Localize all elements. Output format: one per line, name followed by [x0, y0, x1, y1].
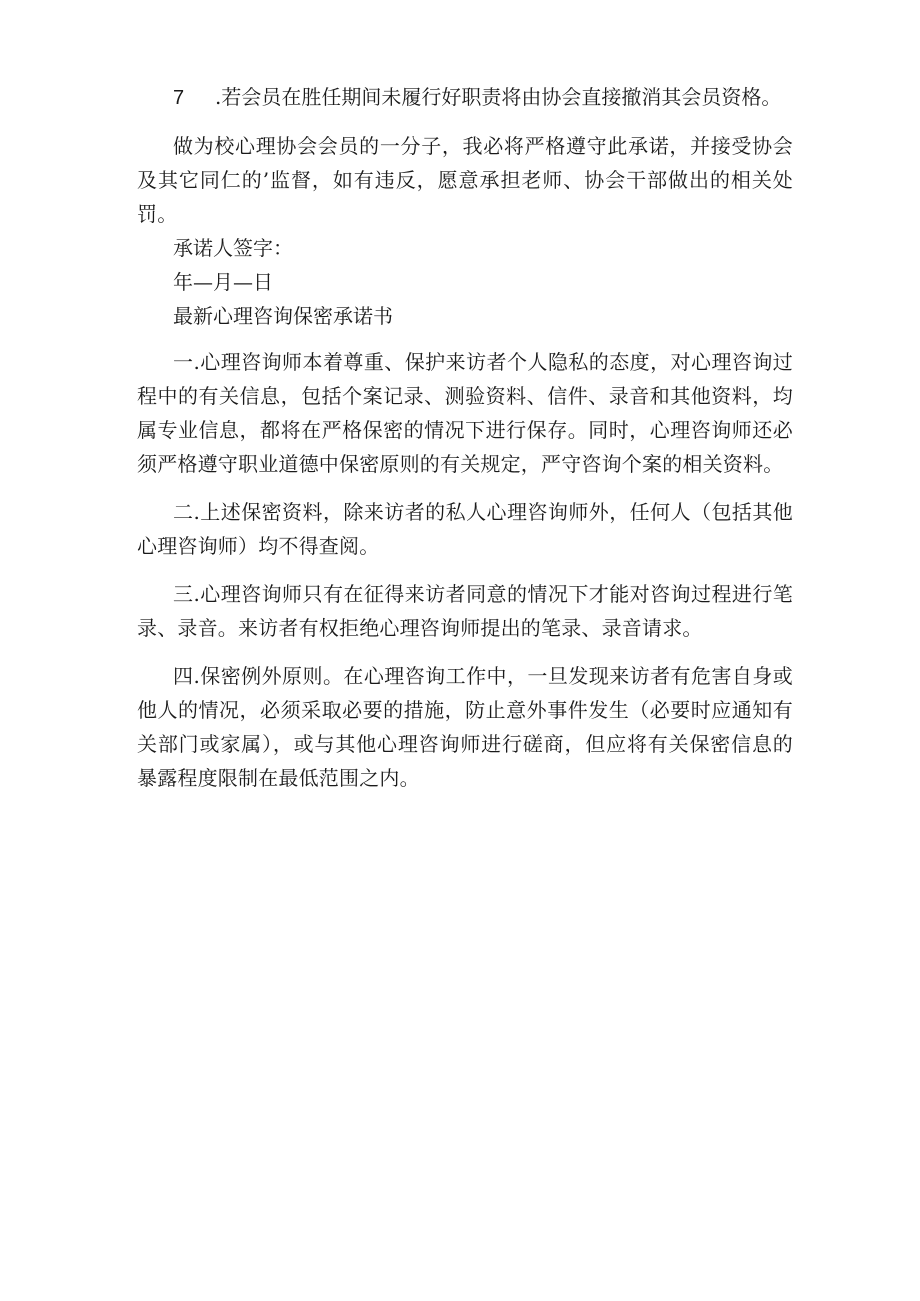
section-title: 最新心理咨询保密承诺书: [173, 304, 393, 328]
clause-4: 四.保密例外原则。在心理咨询工作中，一旦发现来访者有危害自身或他人的情况，必须采取必要的措施，防止意外事件发生（必要时应通知有关部门或家属），或与其他心理咨询师进行磋商，但应将有关保密信息的暴露程度限制在最低范围之内。: [137, 664, 793, 790]
clause-3: 三.心理咨询师只有在征得来访者同意的情况下才能对咨询过程进行笔录、录音。来访者有权拒绝心理咨询师提出的笔录、录音请求。: [137, 582, 793, 640]
clause-1: 一.心理咨询师本着尊重、保护来访者个人隐私的态度，对心理咨询过程中的有关信息，包括个案记录、测验资料、信件、录音和其他资料，均属专业信息，都将在严格保密的情况下进行保存。同时，心理咨询师还必须严格遵守职业道德中保密原则的有关规定，严守咨询个案的相关资料。: [137, 350, 793, 476]
clause-2: 二.上述保密资料，除来访者的私人心理咨询师外，任何人（包括其他心理咨询师）均不得查阅。: [137, 500, 793, 558]
signature-label: 承诺人签字：: [173, 236, 293, 260]
date-line: 年—月—日: [173, 270, 273, 294]
numbered-item-7: [137, 80, 793, 115]
document-body: [137, 80, 793, 795]
item-number: 7: [173, 87, 185, 109]
item-text: .若会员在胜任期间未履行好职责将由协会直接撤消其会员资格。: [215, 85, 782, 109]
pledge-paragraph: 做为校心理协会会员的一分子，我必将严格遵守此承诺，并接受协会及其它同仁的’监督，如有违反，愿意承担老师、协会干部做出的相关处罚。: [137, 134, 793, 226]
